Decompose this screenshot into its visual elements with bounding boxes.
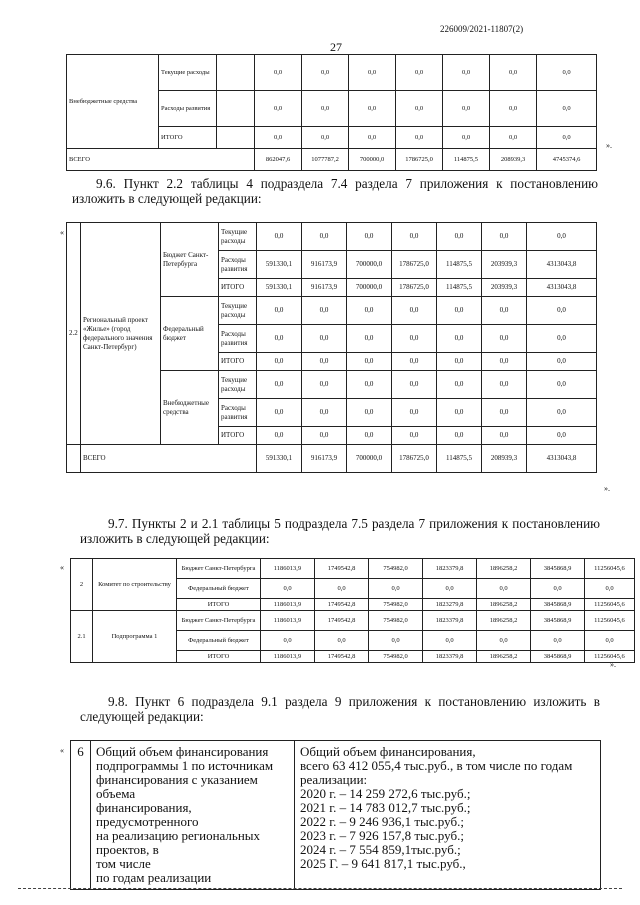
value-cell: 0,0 — [443, 91, 490, 127]
value-cell: 0,0 — [437, 353, 482, 371]
value-cell: 4313043,8 — [527, 445, 597, 473]
value-cell: 0,0 — [302, 353, 347, 371]
source-cell: Бюджет Санкт-Петербурга — [177, 559, 261, 579]
value-cell: 0,0 — [527, 399, 597, 427]
value-cell: 700000,0 — [347, 279, 392, 297]
value-cell: 1823379,8 — [423, 559, 477, 579]
value-cell: 0,0 — [392, 325, 437, 353]
value-cell: 114875,5 — [437, 251, 482, 279]
paragraph-9-6: 9.6. Пункт 2.2 таблицы 4 подраздела 7.4 раздела 7 приложения к постановлению изложить в следующей редакции: — [72, 176, 598, 206]
total-label: ВСЕГО — [67, 149, 255, 171]
value-cell: 0,0 — [490, 55, 537, 91]
value-cell: 0,0 — [302, 399, 347, 427]
type-cell: Расходы развития — [219, 399, 257, 427]
value-cell: 1077787,2 — [302, 149, 349, 171]
value-cell: 1823379,8 — [423, 651, 477, 663]
value-cell: 0,0 — [396, 91, 443, 127]
value-cell: 4745374,6 — [537, 149, 597, 171]
value-cell: 1786725,0 — [392, 279, 437, 297]
value-cell: 916173,9 — [302, 445, 347, 473]
table-row — [67, 223, 597, 251]
value-cell: 0,0 — [302, 91, 349, 127]
value-cell: 0,0 — [347, 325, 392, 353]
type-cell: ИТОГО — [219, 279, 257, 297]
value-cell: 0,0 — [585, 631, 635, 651]
type-cell: Расходы развития — [219, 251, 257, 279]
value-cell: 1823279,8 — [423, 599, 477, 611]
item-6-financing — [295, 741, 601, 890]
empty-cell — [217, 91, 255, 127]
value-cell: 0,0 — [477, 631, 531, 651]
value-cell: 0,0 — [482, 223, 527, 251]
text-line: Общий объем финансирования — [96, 744, 269, 759]
value-cell: 754982,0 — [369, 651, 423, 663]
value-cell: 700000,0 — [347, 251, 392, 279]
value-cell: 862047,6 — [255, 149, 302, 171]
text-line: 2022 г. – 9 246 936,1 тыс.руб.; — [300, 814, 464, 829]
value-cell: 0,0 — [347, 371, 392, 399]
value-cell: 0,0 — [482, 353, 527, 371]
value-cell: 0,0 — [482, 297, 527, 325]
table-items-2-2-1 — [70, 558, 635, 663]
value-cell: 1786725,0 — [392, 445, 437, 473]
text-line: 2025 Г. – 9 641 817,1 тыс.руб., — [300, 856, 466, 871]
value-cell: 0,0 — [347, 399, 392, 427]
empty-cell — [217, 127, 255, 149]
value-cell: 0,0 — [257, 427, 302, 445]
value-cell: 0,0 — [527, 371, 597, 399]
value-cell: 203939,3 — [482, 279, 527, 297]
value-cell: 700000,0 — [349, 149, 396, 171]
value-cell: 1186013,9 — [261, 599, 315, 611]
value-cell: 0,0 — [423, 579, 477, 599]
value-cell: 4313043,8 — [527, 251, 597, 279]
value-cell: 0,0 — [255, 127, 302, 149]
value-cell: 11256045,6 — [585, 611, 635, 631]
source-cell: Бюджет Санкт-Петербурга — [161, 223, 219, 297]
value-cell: 754982,0 — [369, 611, 423, 631]
value-cell: 0,0 — [261, 579, 315, 599]
value-cell: 0,0 — [396, 127, 443, 149]
value-cell: 0,0 — [527, 223, 597, 251]
value-cell: 11256045,6 — [585, 651, 635, 663]
value-cell: 1186013,9 — [261, 559, 315, 579]
source-cell: ИТОГО — [177, 651, 261, 663]
value-cell: 0,0 — [392, 371, 437, 399]
value-cell: 208939,3 — [482, 445, 527, 473]
text-line: Общий объем финансирования, — [300, 744, 476, 759]
value-cell: 591330,1 — [257, 279, 302, 297]
end-quote-mark: ». — [610, 660, 616, 669]
item-number: 2.2 — [67, 223, 81, 445]
item-number: 6 — [71, 741, 91, 890]
table-item-6 — [70, 740, 601, 890]
footer-line — [18, 888, 622, 889]
value-cell: 0,0 — [437, 297, 482, 325]
type-cell: Текущие расходы — [219, 371, 257, 399]
value-cell: 754982,0 — [369, 599, 423, 611]
type-cell: Текущие расходы — [219, 297, 257, 325]
value-cell: 1896258,2 — [477, 559, 531, 579]
source-cell: Внебюджетные средства — [161, 371, 219, 445]
type-cell: Текущие расходы — [159, 55, 217, 91]
value-cell: 0,0 — [437, 371, 482, 399]
value-cell: 0,0 — [347, 297, 392, 325]
value-cell: 0,0 — [437, 399, 482, 427]
value-cell: 0,0 — [302, 223, 347, 251]
page-number: 27 — [330, 40, 342, 54]
value-cell: 0,0 — [302, 427, 347, 445]
value-cell: 1749542,8 — [315, 559, 369, 579]
item-name: Региональный проект «Жилье» (город федерального значения Санкт-Петербург) — [81, 223, 161, 445]
item-name: Комитет по строительству — [93, 559, 177, 611]
item-number: 2.1 — [71, 611, 93, 663]
type-cell: Текущие расходы — [219, 223, 257, 251]
value-cell: 0,0 — [257, 353, 302, 371]
value-cell: 0,0 — [482, 325, 527, 353]
text-line: финансирования, предусмотренного — [96, 800, 199, 829]
value-cell: 1749542,8 — [315, 611, 369, 631]
type-cell: Расходы развития — [159, 91, 217, 127]
value-cell: 0,0 — [437, 427, 482, 445]
value-cell: 0,0 — [302, 127, 349, 149]
item-name: Подпрограмма 1 — [93, 611, 177, 663]
value-cell: 0,0 — [392, 353, 437, 371]
value-cell: 0,0 — [315, 579, 369, 599]
value-cell: 0,0 — [527, 325, 597, 353]
value-cell: 0,0 — [347, 427, 392, 445]
text-line: всего 63 412 055,4 тыс.руб., в том числе по годам реализации: — [300, 758, 573, 787]
value-cell: 0,0 — [302, 297, 347, 325]
value-cell: 11256045,6 — [585, 559, 635, 579]
value-cell: 1896258,2 — [477, 599, 531, 611]
paragraph-9-8: 9.8. Пункт 6 подраздела 9.1 раздела 9 приложения к постановлению изложить в следующей редакции: — [80, 694, 600, 724]
value-cell: 0,0 — [392, 427, 437, 445]
value-cell: 591330,1 — [257, 445, 302, 473]
value-cell: 754982,0 — [369, 559, 423, 579]
value-cell: 0,0 — [255, 55, 302, 91]
value-cell: 0,0 — [396, 55, 443, 91]
total-label: ВСЕГО — [81, 445, 257, 473]
value-cell: 0,0 — [349, 91, 396, 127]
value-cell: 3845868,9 — [531, 611, 585, 631]
value-cell: 916173,9 — [302, 279, 347, 297]
value-cell: 0,0 — [255, 91, 302, 127]
document-id: 226009/2021-11807(2) — [440, 24, 524, 34]
table-continuation — [66, 54, 597, 171]
table-row — [71, 559, 635, 579]
value-cell: 0,0 — [369, 579, 423, 599]
table-item-2-2 — [66, 222, 597, 473]
value-cell: 114875,5 — [443, 149, 490, 171]
source-cell: Федеральный бюджет — [177, 579, 261, 599]
end-quote-mark: ». — [606, 141, 612, 150]
value-cell: 0,0 — [302, 325, 347, 353]
value-cell: 0,0 — [537, 91, 597, 127]
value-cell: 0,0 — [257, 399, 302, 427]
value-cell: 0,0 — [443, 127, 490, 149]
value-cell: 0,0 — [302, 55, 349, 91]
type-cell: Расходы развития — [219, 325, 257, 353]
value-cell: 1786725,0 — [396, 149, 443, 171]
text-line: том числе — [96, 856, 151, 871]
value-cell: 591330,1 — [257, 251, 302, 279]
value-cell: 3845868,9 — [531, 651, 585, 663]
value-cell: 1186013,9 — [261, 611, 315, 631]
table-row — [71, 611, 635, 631]
value-cell: 0,0 — [437, 325, 482, 353]
value-cell: 114875,5 — [437, 279, 482, 297]
source-cell: Федеральный бюджет — [177, 631, 261, 651]
value-cell: 0,0 — [527, 353, 597, 371]
empty-cell — [67, 445, 81, 473]
value-cell: 0,0 — [527, 427, 597, 445]
value-cell: 0,0 — [392, 223, 437, 251]
value-cell: 0,0 — [315, 631, 369, 651]
value-cell: 114875,5 — [437, 445, 482, 473]
value-cell: 700000,0 — [347, 445, 392, 473]
value-cell: 3845868,9 — [531, 559, 585, 579]
table-row — [67, 55, 597, 91]
value-cell: 0,0 — [537, 127, 597, 149]
value-cell: 0,0 — [302, 371, 347, 399]
open-quote-mark: « — [60, 228, 64, 237]
value-cell: 1896258,2 — [477, 651, 531, 663]
value-cell: 1749542,8 — [315, 599, 369, 611]
source-cell: ИТОГО — [177, 599, 261, 611]
value-cell: 0,0 — [537, 55, 597, 91]
value-cell: 0,0 — [490, 91, 537, 127]
end-quote-mark: ». — [604, 484, 610, 493]
value-cell: 0,0 — [423, 631, 477, 651]
value-cell: 203939,3 — [482, 251, 527, 279]
open-quote-mark: « — [60, 746, 64, 755]
text-line: 2020 г. – 14 259 272,6 тыс.руб.; — [300, 786, 471, 801]
value-cell: 3845868,9 — [531, 599, 585, 611]
value-cell: 11256045,6 — [585, 599, 635, 611]
text-line: финансирования с указанием объема — [96, 772, 258, 801]
value-cell: 1186013,9 — [261, 651, 315, 663]
empty-cell — [217, 55, 255, 91]
value-cell: 0,0 — [347, 223, 392, 251]
value-cell: 0,0 — [490, 127, 537, 149]
text-line: 2021 г. – 14 783 012,7 тыс.руб.; — [300, 800, 471, 815]
value-cell: 0,0 — [257, 325, 302, 353]
value-cell: 0,0 — [369, 631, 423, 651]
value-cell: 0,0 — [531, 579, 585, 599]
table-row — [67, 149, 597, 171]
table-row — [67, 445, 597, 473]
value-cell: 0,0 — [392, 297, 437, 325]
value-cell: 0,0 — [482, 427, 527, 445]
value-cell: 0,0 — [437, 223, 482, 251]
value-cell: 0,0 — [477, 579, 531, 599]
text-line: по годам реализации — [96, 870, 212, 885]
value-cell: 0,0 — [482, 371, 527, 399]
value-cell: 1823379,8 — [423, 611, 477, 631]
text-line: 2024 г. – 7 554 859,1тыс.руб.; — [300, 842, 461, 857]
value-cell: 0,0 — [392, 399, 437, 427]
value-cell: 0,0 — [261, 631, 315, 651]
paragraph-9-7: 9.7. Пункты 2 и 2.1 таблицы 5 подраздела 7.5 раздела 7 приложения к постановлению изложить в следующей редакции: — [80, 516, 600, 546]
value-cell: 1749542,8 — [315, 651, 369, 663]
open-quote-mark: « — [60, 563, 64, 572]
type-cell: ИТОГО — [219, 427, 257, 445]
value-cell: 916173,9 — [302, 251, 347, 279]
type-cell: ИТОГО — [219, 353, 257, 371]
text-line: подпрограммы 1 по источникам — [96, 758, 274, 773]
source-cell: Федеральный бюджет — [161, 297, 219, 371]
value-cell: 4313043,8 — [527, 279, 597, 297]
value-cell: 0,0 — [257, 297, 302, 325]
value-cell: 0,0 — [349, 55, 396, 91]
value-cell: 0,0 — [347, 353, 392, 371]
value-cell: 0,0 — [482, 399, 527, 427]
value-cell: 1896258,2 — [477, 611, 531, 631]
value-cell: 0,0 — [257, 223, 302, 251]
item-number: 2 — [71, 559, 93, 611]
value-cell: 208939,3 — [490, 149, 537, 171]
text-line: на реализацию региональных проектов, в — [96, 828, 261, 857]
value-cell: 0,0 — [349, 127, 396, 149]
type-cell: ИТОГО — [159, 127, 217, 149]
source-cell: Внебюджетные средства — [67, 55, 159, 149]
text-line: 2023 г. – 7 926 157,8 тыс.руб.; — [300, 828, 464, 843]
value-cell: 0,0 — [527, 297, 597, 325]
value-cell: 0,0 — [443, 55, 490, 91]
value-cell: 0,0 — [531, 631, 585, 651]
value-cell: 0,0 — [257, 371, 302, 399]
value-cell: 0,0 — [585, 579, 635, 599]
value-cell: 1786725,0 — [392, 251, 437, 279]
source-cell: Бюджет Санкт-Петербурга — [177, 611, 261, 631]
item-6-description — [91, 741, 295, 890]
